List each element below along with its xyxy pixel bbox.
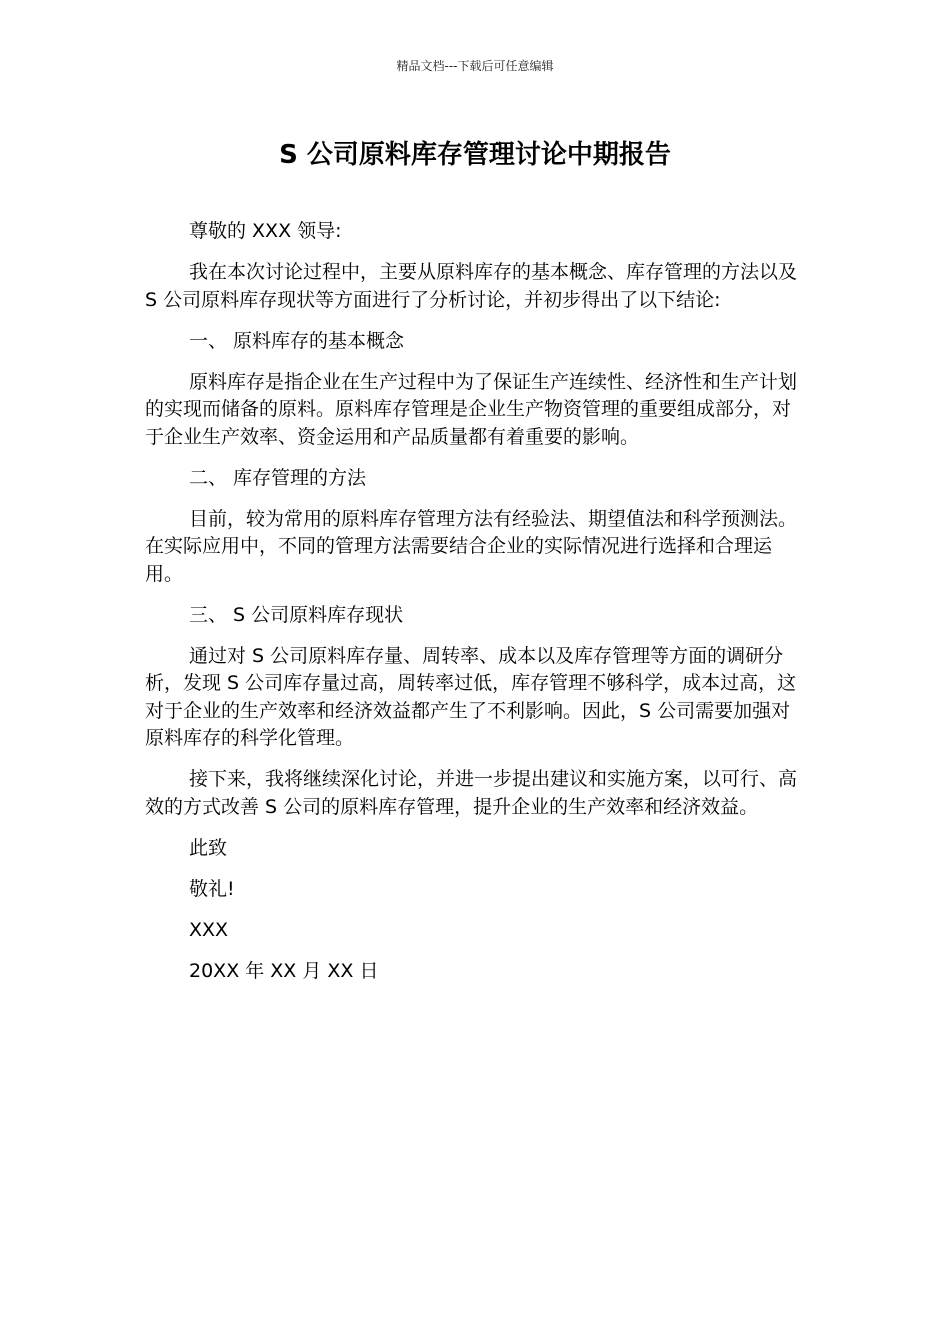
salutation: 尊敬的 XXX 领导: [189, 220, 342, 242]
document-title: S 公司原料库存管理讨论中期报告 [279, 140, 671, 170]
section-3-heading: 三、 S 公司原料库存现状 [189, 603, 404, 626]
next-steps-paragraph: 接下来，我将继续深化讨论，并进一步提出建议和实施方案，以可行、高效的方式改善 S 公司的原料库存管理，提升企业的生产效率和经济效益。 [145, 768, 798, 818]
section-2-heading: 二、 库存管理的方法 [189, 466, 367, 489]
document-body [145, 218, 805, 999]
section-1-paragraph: 原料库存是指企业在生产过程中为了保证生产连续性、经济性和生产计划的实现而储备的原料。原料库存管理是企业生产物资管理的重要组成部分，对于企业生产效率、资金运用和产品质量都有着重要的影响。 [145, 370, 798, 448]
closing-line-1: 此致 [189, 836, 228, 859]
date-line: 20XX 年 XX 月 XX 日 [189, 959, 379, 982]
section-3-paragraph: 通过对 S 公司原料库存量、周转率、成本以及库存管理等方面的调研分析，发现 S 公司库存量过高，周转率过低，库存管理不够科学，成本过高，这对于企业的生产效率和经济效益都产生了不利影响。因此，S 公司需要加强对原料库存的科学化管理。 [145, 644, 797, 749]
section-1-heading: 一、 原料库存的基本概念 [189, 329, 405, 352]
header-note: 精品文档---下载后可任意编辑 [396, 59, 554, 73]
signature: XXX [189, 918, 229, 941]
section-2-paragraph: 目前，较为常用的原料库存管理方法有经验法、期望值法和科学预测法。在实际应用中，不同的管理方法需要结合企业的实际情况进行选择和合理运用。 [145, 507, 798, 585]
closing-line-2: 敬礼! [189, 877, 235, 900]
intro-paragraph: 我在本次讨论过程中，主要从原料库存的基本概念、库存管理的方法以及 S 公司原料库存现状等方面进行了分析讨论，并初步得出了以下结论: [145, 261, 798, 311]
